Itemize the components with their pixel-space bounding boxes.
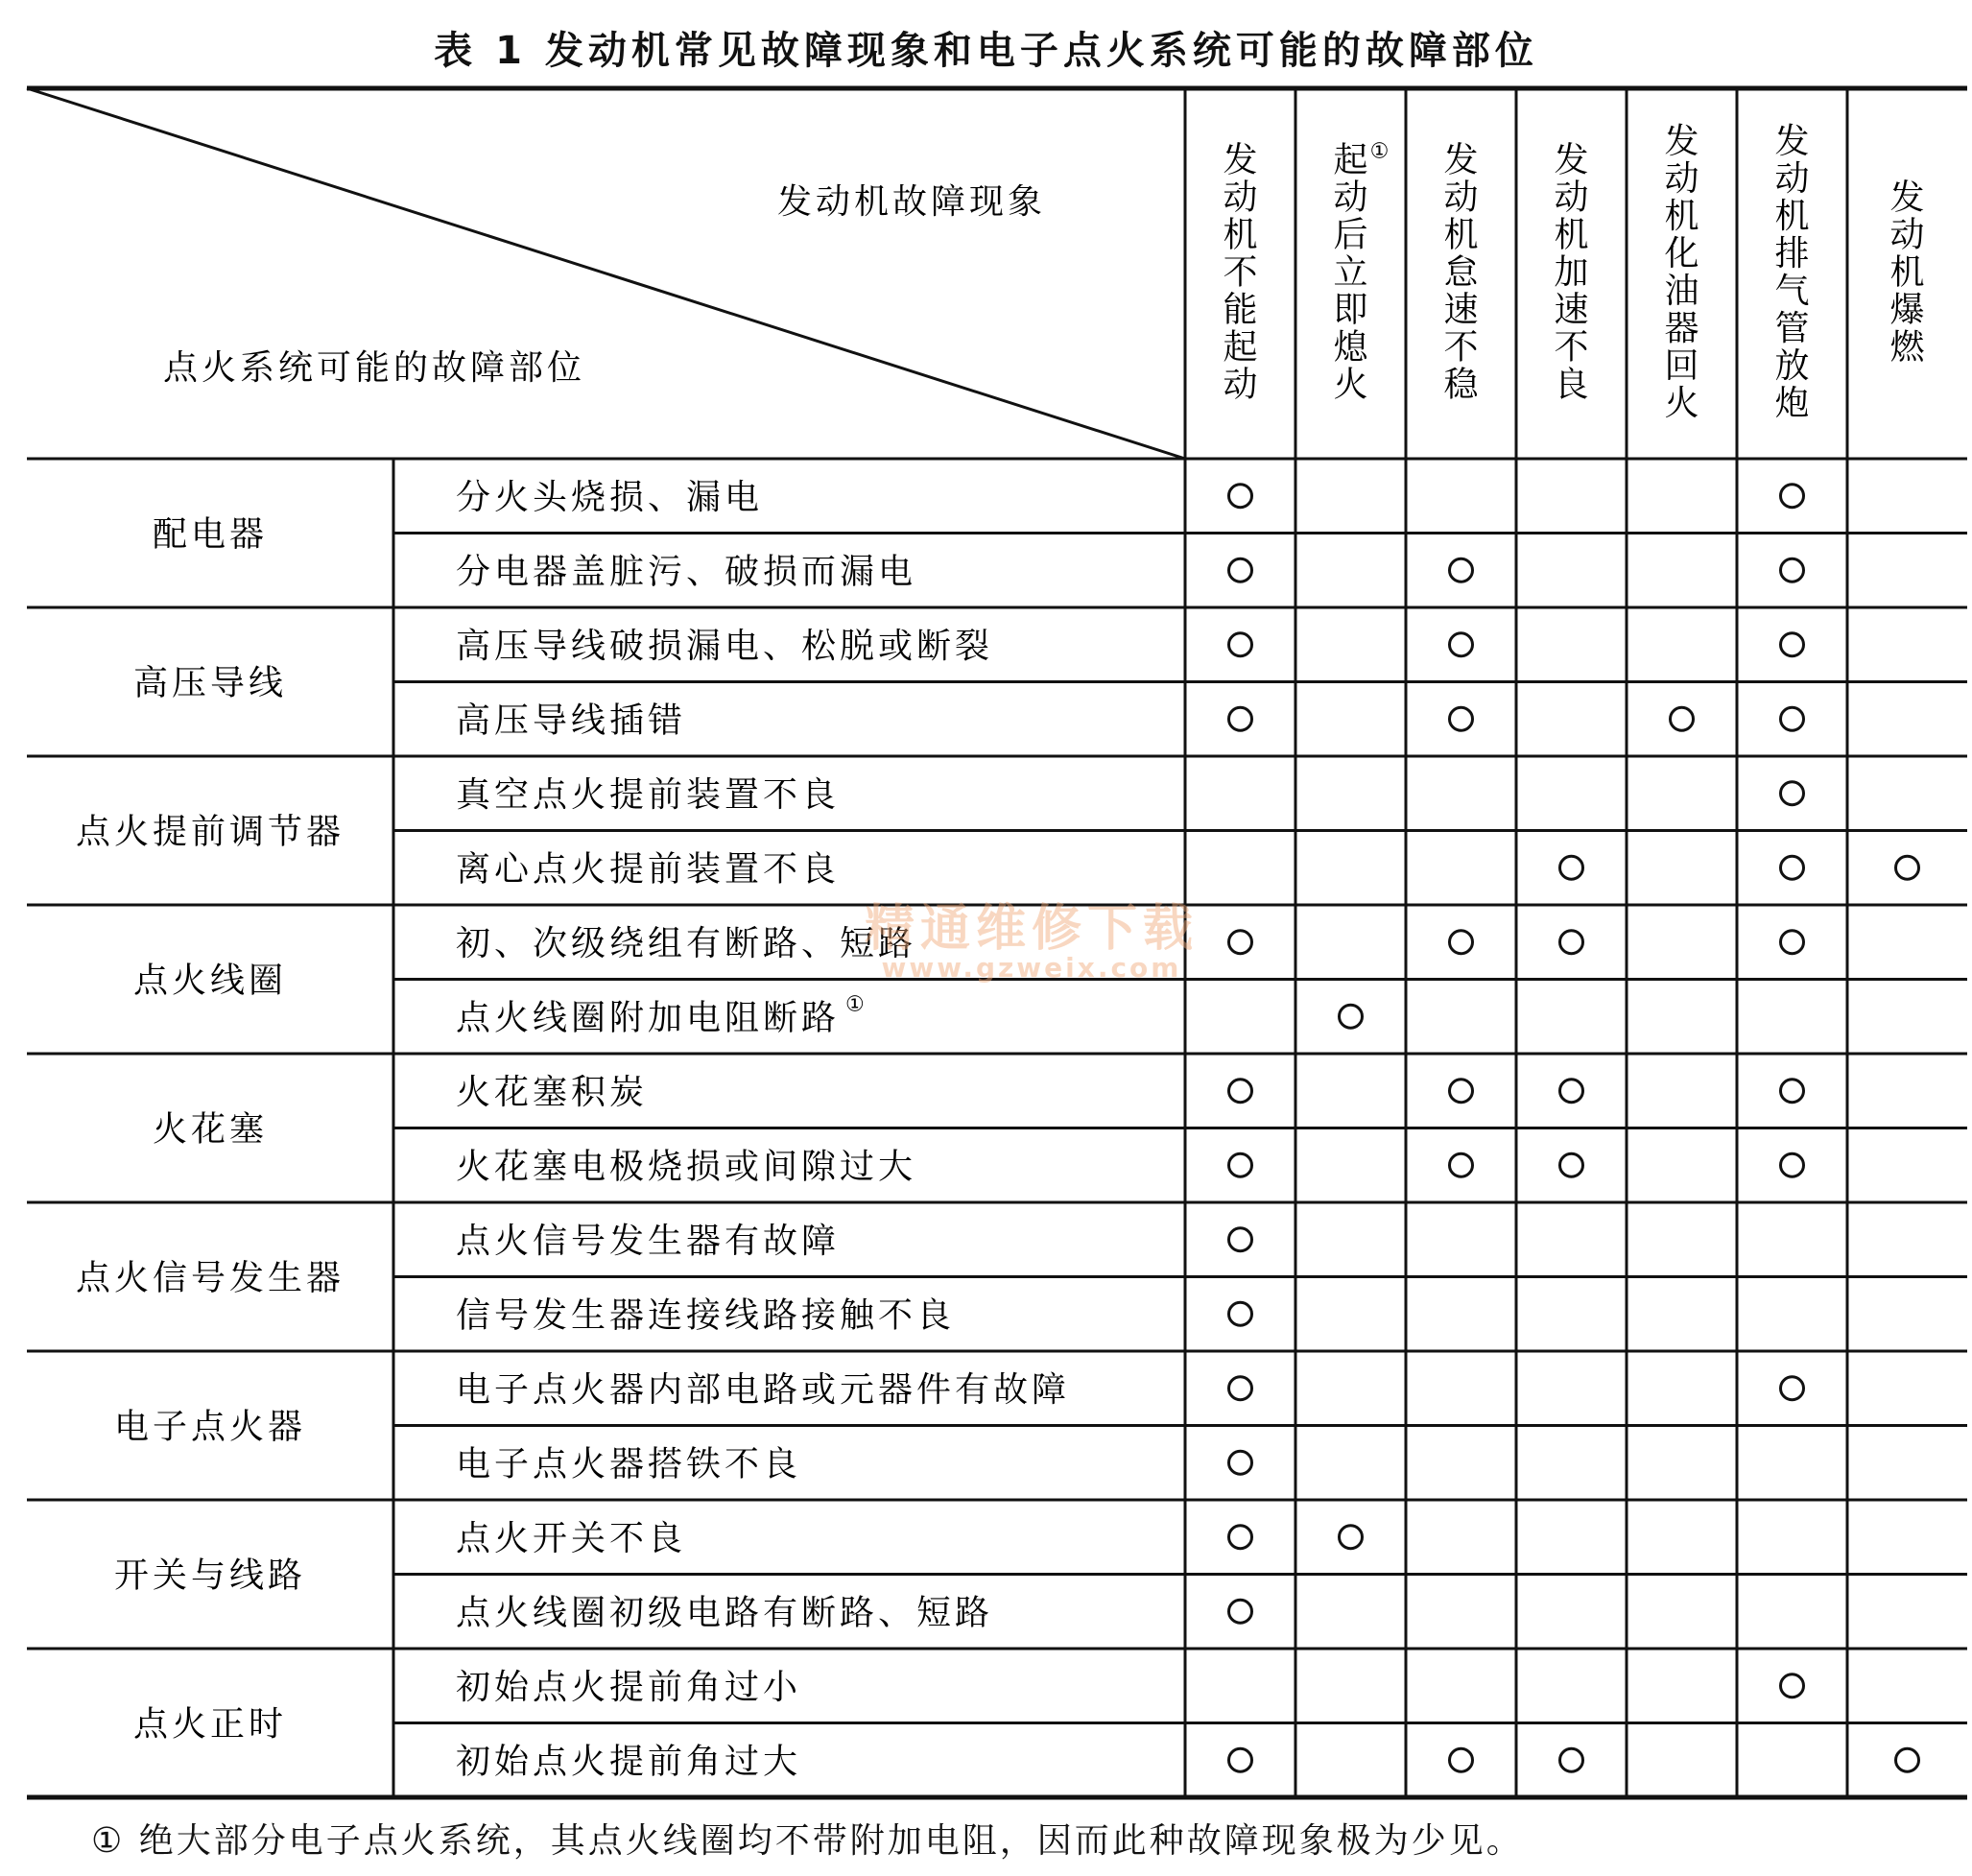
- column-header-char: 机: [1554, 215, 1589, 255]
- column-header: [1774, 122, 1809, 423]
- table-row: [456, 1370, 1804, 1410]
- header-phenomenon-label: 发动机故障现象: [776, 182, 1047, 222]
- column-header-char: 爆: [1889, 290, 1925, 330]
- table-row: [456, 1519, 1363, 1558]
- fault-group: [27, 1202, 1967, 1335]
- fault-description: 点火线圈初级电路有断路、短路: [456, 1593, 994, 1633]
- group-name: 点火线圈: [132, 961, 288, 1001]
- column-header-char: 放: [1774, 346, 1810, 386]
- fault-mark-circle: [1229, 485, 1252, 508]
- fault-mark-circle: [1229, 1228, 1252, 1251]
- column-header-char: 不: [1554, 327, 1589, 368]
- fault-mark-circle: [1229, 931, 1252, 954]
- column-header-char: 稳: [1443, 365, 1479, 405]
- column-header-char: 动: [1554, 178, 1589, 218]
- fault-mark-circle: [1450, 558, 1473, 582]
- fault-mark-circle: [1229, 707, 1252, 730]
- fault-description: 点火信号发生器有故障: [456, 1221, 841, 1261]
- table-row: [456, 627, 1804, 666]
- fault-group: [153, 478, 1967, 592]
- column-header-char: 机: [1443, 215, 1479, 255]
- table-row: [456, 1073, 1804, 1112]
- column-header-char: 化: [1664, 234, 1699, 273]
- column-header: [1664, 122, 1699, 423]
- column-header-char: 良: [1554, 365, 1589, 405]
- column-header-char: 动: [1664, 159, 1699, 199]
- group-name: 开关与线路: [113, 1555, 307, 1596]
- fault-mark-circle: [1560, 1080, 1583, 1103]
- fault-mark-circle: [1229, 1377, 1252, 1400]
- column-header-char: 动: [1223, 178, 1258, 218]
- column-header-char: 回: [1664, 346, 1699, 386]
- table-row: [393, 980, 1967, 1038]
- fault-mark-circle: [1781, 558, 1804, 582]
- column-header-char: 机: [1223, 215, 1258, 255]
- column-header-char: 起: [1223, 327, 1258, 368]
- column-header-char: 油: [1664, 272, 1699, 311]
- column-header-char: 燃: [1889, 327, 1925, 368]
- column-header-char: 发: [1774, 122, 1810, 161]
- column-header-char: 机: [1889, 252, 1925, 293]
- column-header: [1443, 141, 1479, 405]
- fault-mark-circle: [1560, 931, 1583, 954]
- fault-mark-circle: [1450, 1080, 1473, 1103]
- column-header-char: 炮: [1774, 384, 1810, 423]
- table-title: 表 1 发动机常见故障现象和电子点火系统可能的故障部位: [434, 29, 1538, 73]
- column-header-char: 后: [1333, 215, 1368, 255]
- column-header-char: 能: [1223, 290, 1258, 330]
- column-header-char: 发: [1443, 140, 1479, 180]
- fault-description: 初、次级绕组有断路、短路: [456, 923, 917, 963]
- column-header-footnote-mark: ①: [1369, 139, 1390, 164]
- fault-description: 初始点火提前角过小: [456, 1667, 802, 1707]
- fault-mark-circle: [1450, 707, 1473, 730]
- column-header-char: 排: [1774, 234, 1810, 273]
- watermark-cn-text: 精通维修下载: [864, 900, 1200, 958]
- fault-mark-circle: [1781, 1153, 1804, 1176]
- column-header-char: 怠: [1443, 252, 1479, 293]
- fault-mark-circle: [1781, 707, 1804, 730]
- watermark-url-text: www.gzweix.com: [881, 952, 1182, 984]
- column-header-char: 速: [1443, 290, 1479, 330]
- fault-mark-circle: [1781, 856, 1804, 879]
- fault-mark-circle: [1896, 1748, 1919, 1771]
- column-header: [1333, 140, 1389, 405]
- table-row: [393, 831, 1967, 890]
- table-row: [393, 1128, 1967, 1187]
- column-header-char: 熄: [1333, 327, 1368, 368]
- footnote: ① 绝大部分电子点火系统，其点火线圈均不带附加电阻，因而此种故障现象极为少见。: [91, 1821, 1524, 1861]
- group-name: 高压导线: [132, 663, 288, 703]
- fault-description: 信号发生器连接线路接触不良: [456, 1295, 956, 1336]
- fault-mark-circle: [1450, 1153, 1473, 1176]
- fault-description: 高压导线插错: [456, 701, 687, 741]
- fault-mark-circle: [1229, 1080, 1252, 1103]
- fault-mark-circle: [1229, 1526, 1252, 1549]
- fault-mark-circle: [1781, 782, 1804, 805]
- fault-mark-circle: [1229, 558, 1252, 582]
- column-header-char: 器: [1664, 309, 1699, 348]
- fault-mark-circle: [1781, 1377, 1804, 1400]
- column-header-char: 速: [1554, 290, 1589, 330]
- fault-mark-circle: [1781, 931, 1804, 954]
- fault-group: [27, 1649, 1967, 1781]
- fault-mark-circle: [1560, 1153, 1583, 1176]
- fault-description: 初始点火提前角过大: [456, 1742, 802, 1782]
- table-row: [456, 478, 1804, 517]
- table-row: [393, 534, 1967, 592]
- column-header-char: 动: [1774, 159, 1810, 199]
- fault-mark-circle: [1340, 1526, 1363, 1549]
- fault-mark-circle: [1896, 856, 1919, 879]
- fault-description: 点火线圈附加电阻断路: [456, 998, 841, 1038]
- group-name: 火花塞: [152, 1109, 269, 1150]
- table-row: [393, 682, 1967, 741]
- fault-description: 电子点火器内部电路或元器件有故障: [456, 1369, 1071, 1410]
- table-row: [393, 1723, 1967, 1782]
- fault-description: 火花塞电极烧损或间隙过大: [456, 1147, 917, 1187]
- group-name: 电子点火器: [113, 1407, 307, 1447]
- fault-group: [27, 756, 1967, 889]
- fault-description: 点火开关不良: [456, 1518, 687, 1558]
- table-row: [456, 775, 1804, 815]
- fault-description: 火花塞积炭: [456, 1072, 649, 1112]
- fault-description: 分火头烧损、漏电: [456, 477, 764, 517]
- fault-description: 电子点火器搭铁不良: [456, 1444, 802, 1484]
- column-header-char: 火: [1664, 384, 1699, 423]
- fault-mark-circle: [1450, 633, 1473, 656]
- fault-footnote-mark: ①: [845, 992, 865, 1017]
- fault-mark-circle: [1781, 485, 1804, 508]
- fault-mark-circle: [1340, 1005, 1363, 1028]
- fault-group: [27, 1351, 1967, 1484]
- fault-mark-circle: [1229, 1153, 1252, 1176]
- column-header-char: 管: [1774, 309, 1810, 348]
- table-row: [393, 1575, 1967, 1633]
- fault-mark-circle: [1671, 707, 1694, 730]
- column-header-char: 立: [1333, 252, 1368, 293]
- fault-mark-circle: [1450, 1748, 1473, 1771]
- fault-group: [27, 1500, 1967, 1632]
- column-header-char: 起: [1333, 140, 1368, 180]
- fault-description: 离心点火提前装置不良: [456, 849, 841, 890]
- column-header-char: 不: [1223, 252, 1258, 293]
- fault-mark-circle: [1781, 633, 1804, 656]
- header-diagonal-line: [27, 88, 1185, 459]
- column-headers: [1223, 122, 1925, 423]
- header-location-label: 点火系统可能的故障部位: [162, 348, 586, 388]
- column-header-char: 气: [1774, 272, 1810, 311]
- group-name: 点火正时: [132, 1704, 288, 1745]
- table-row: [456, 1668, 1804, 1707]
- table-row: [393, 1277, 1967, 1336]
- fault-mark-circle: [1229, 1600, 1252, 1623]
- column-header-char: 发: [1223, 140, 1258, 180]
- fault-mark-circle: [1560, 1748, 1583, 1771]
- fault-mark-circle: [1229, 1451, 1252, 1474]
- column-header-char: 不: [1443, 327, 1479, 368]
- column-header-char: 动: [1889, 215, 1925, 255]
- fault-mark-circle: [1450, 931, 1473, 954]
- column-header-char: 发: [1554, 140, 1589, 180]
- fault-description: 高压导线破损漏电、松脱或断裂: [456, 626, 994, 666]
- column-header-char: 火: [1333, 365, 1368, 405]
- fault-mark-circle: [1781, 1080, 1804, 1103]
- table-body: [27, 478, 1967, 1782]
- group-name: 点火信号发生器: [75, 1258, 345, 1298]
- column-header-char: 发: [1664, 122, 1699, 161]
- fault-mark-circle: [1229, 633, 1252, 656]
- group-name: 配电器: [152, 514, 269, 555]
- fault-mark-circle: [1229, 1302, 1252, 1325]
- column-header-char: 即: [1333, 290, 1368, 330]
- column-header-char: 动: [1333, 178, 1368, 218]
- column-header-char: 动: [1223, 365, 1258, 405]
- fault-group: [27, 607, 1967, 740]
- fault-mark-circle: [1229, 1748, 1252, 1771]
- column-header-char: 加: [1554, 252, 1589, 293]
- column-header-char: 机: [1774, 197, 1810, 236]
- fault-mark-circle: [1560, 856, 1583, 879]
- column-header: [1223, 141, 1257, 405]
- fault-description: 真空点火提前装置不良: [456, 774, 841, 815]
- column-header-char: 动: [1443, 178, 1479, 218]
- group-name: 点火提前调节器: [75, 812, 345, 852]
- column-header: [1554, 141, 1588, 405]
- column-header-char: 发: [1889, 178, 1925, 218]
- table-row: [393, 1426, 1967, 1484]
- column-header: [1889, 178, 1925, 368]
- fault-description: 分电器盖脏污、破损而漏电: [456, 552, 917, 592]
- watermark: [865, 900, 1199, 984]
- fault-mark-circle: [1781, 1674, 1804, 1698]
- table-row: [456, 1222, 1252, 1261]
- column-header-char: 机: [1664, 197, 1699, 236]
- fault-group: [27, 1054, 1967, 1186]
